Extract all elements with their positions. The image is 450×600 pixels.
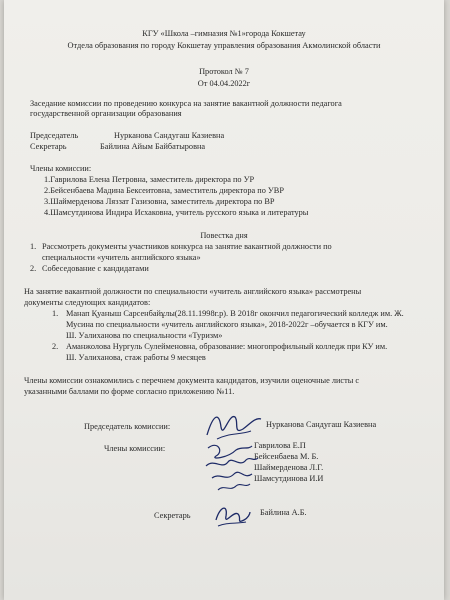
signature-secretary-label: Секретарь <box>154 511 191 520</box>
signature-member-name: Шаймерденова Л.Г. <box>254 463 324 472</box>
member-item: 4.Шамсутдинова Индира Исхаковна, учитель русского языка и литературы <box>44 208 309 217</box>
agenda-heading: Повестка дня <box>200 231 248 240</box>
signature-chair-label: Председатель комиссии: <box>84 422 171 431</box>
member-item: 2.Бейсенбаева Мадина Бексеитовна, заместитель директора по УВР <box>44 186 284 195</box>
member-item: 3.Шаймерденова Ляззат Газизовна, заместитель директора по ВР <box>44 197 275 206</box>
secretary-signature-icon <box>212 500 252 530</box>
candidates-intro-line1: На занятие вакантной должности по специальности «учитель английского языка» рассмотрены <box>24 287 362 296</box>
candidates-intro-line2: документы следующих кандидатов: <box>24 298 151 307</box>
agenda-item-2-line1: Собеседование с кандидатами <box>42 264 149 273</box>
chair-label: Председатель <box>30 131 79 140</box>
secretary-label: Секретарь <box>30 142 67 151</box>
protocol-title: Протокол № 7 <box>199 67 249 76</box>
org-name-line2: Отдела образования по городу Кокшетау управления образования Акмолинской области <box>67 41 381 50</box>
candidate-1-line3: Ш. Уалиханова по специальности «Туризм» <box>66 331 223 340</box>
candidate-number: 1. <box>52 309 59 318</box>
meeting-line2: государственной организации образования <box>30 109 182 118</box>
signature-member-name: Бейсенбаева М. Б. <box>254 452 319 461</box>
candidate-1-line2: Мусина по специальности «учитель английского языка», 2018-2022г –обучается в КГУ им. <box>66 320 388 329</box>
agenda-item-1-line1: Рассмотреть документы участников конкурса на занятие вакантной должности по <box>42 242 332 251</box>
org-name-line1: КГУ «Школа –гимназия №1»города Кокшетау <box>142 29 306 38</box>
chair-name: Нурканова Сандугаш Казиевна <box>114 131 225 140</box>
conclusion-line1: Члены комиссии ознакомились с перечнем документа кандидатов, изучили оценочные листы с <box>24 376 360 385</box>
signature-secretary-name: Байлина А.Б. <box>260 508 307 517</box>
member-signatures-icon <box>202 438 262 496</box>
member-item: 1.Гаврилова Елена Петровна, заместитель директора по УР <box>44 175 255 184</box>
candidate-1-line1: Манап Қуаныш Сарсенбайұлы(28.11.1998г.р). В 2018г окончил педагогический колледж им. Ж. <box>66 309 404 318</box>
secretary-name: Байлина Айым Байбатыровна <box>100 142 206 151</box>
candidate-2-line2: Ш. Уалиханова, стаж работы 9 месяцев <box>66 353 206 362</box>
candidate-2-line1: Аманжолова Нургуль Сулейменовна, образование: многопрофильный колледж при КУ им. <box>66 342 388 351</box>
protocol-date: От 04.04.2022г <box>197 79 251 88</box>
signature-members-label: Члены комиссии: <box>104 444 166 453</box>
signature-member-name: Шамсутдинова И.И <box>254 474 324 483</box>
conclusion-line2: указанными баллами по форме согласно приложению №11. <box>24 387 235 396</box>
meeting-line1: Заседание комиссии по проведению конкурса на занятие вакантной должности педагога <box>30 99 342 108</box>
agenda-item-1-line2: специальности «учитель английского языка» <box>42 253 201 262</box>
members-heading: Члены комиссии: <box>30 164 92 173</box>
agenda-item-number: 1. <box>30 242 37 251</box>
candidate-number: 2. <box>52 342 59 351</box>
signature-member-name: Гаврилова Е.П <box>254 441 306 450</box>
signature-chair-name: Нурканова Сандугаш Казиевна <box>266 420 377 429</box>
document-page <box>4 0 444 600</box>
agenda-item-number: 2. <box>30 264 37 273</box>
